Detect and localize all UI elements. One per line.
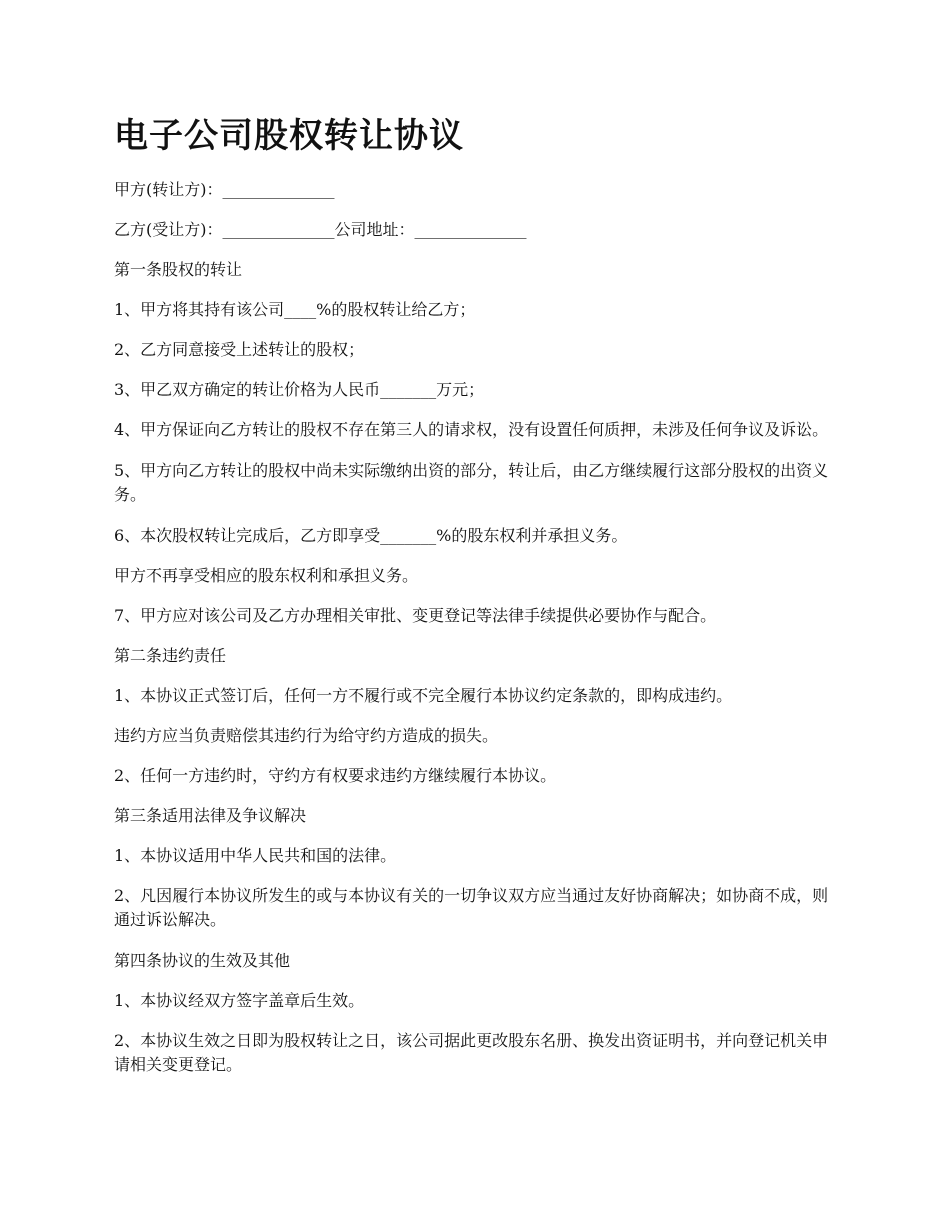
clause-1-4: 4、甲方保证向乙方转让的股权不存在第三人的请求权，没有设置任何质押，未涉及任何争议及诉讼。: [114, 420, 829, 439]
clause-1-5: 5、甲方向乙方转让的股权中尚未实际缴纳出资的部分，转让后，由乙方继续履行这部分股权的出资义务。: [114, 461, 829, 504]
section-heading-4: 第四条协议的生效及其他: [114, 951, 291, 970]
clause-1-3: 3、甲乙双方确定的转让价格为人民币_______万元；: [114, 380, 485, 399]
clause-4-2: 2、本协议生效之日即为股权转让之日，该公司据此更改股东名册、换发出资证明书，并向登记机关申请相关变更登记。: [114, 1031, 829, 1074]
clause-2-2: 2、任何一方违约时，守约方有权要求违约方继续履行本协议。: [114, 766, 557, 785]
party-a-line: 甲方(转让方)：______________: [114, 180, 335, 199]
clause-3-1: 1、本协议适用中华人民共和国的法律。: [114, 846, 397, 865]
document-title: 电子公司股权转让协议: [114, 116, 464, 156]
section-heading-3: 第三条适用法律及争议解决: [114, 806, 307, 825]
section-heading-2: 第二条违约责任: [114, 646, 227, 665]
clause-1-1: 1、甲方将其持有该公司____%的股权转让给乙方；: [114, 300, 476, 319]
clause-4-1: 1、本协议经双方签字盖章后生效。: [114, 991, 365, 1010]
clause-1-6: 6、本次股权转让完成后，乙方即享受_______%的股东权利并承担义务。: [114, 526, 628, 545]
clause-2-1-cont: 违约方应当负责赔偿其违约行为给守约方造成的损失。: [114, 726, 499, 745]
clause-1-6-cont: 甲方不再享受相应的股东权利和承担义务。: [114, 566, 419, 585]
document-page: [114, 112, 834, 1094]
party-b-line: 乙方(受让方)：______________公司地址：______________: [114, 220, 527, 239]
section-heading-1: 第一条股权的转让: [114, 260, 243, 279]
clause-1-2: 2、乙方同意接受上述转让的股权；: [114, 340, 365, 359]
clause-2-1: 1、本协议正式签订后，任何一方不履行或不完全履行本协议约定条款的，即构成违约。: [114, 686, 733, 705]
clause-3-2: 2、凡因履行本协议所发生的或与本协议有关的一切争议双方应当通过友好协商解决；如协商不成，则通过诉讼解决。: [114, 886, 829, 929]
clause-1-7: 7、甲方应对该公司及乙方办理相关审批、变更登记等法律手续提供必要协作与配合。: [114, 606, 717, 625]
